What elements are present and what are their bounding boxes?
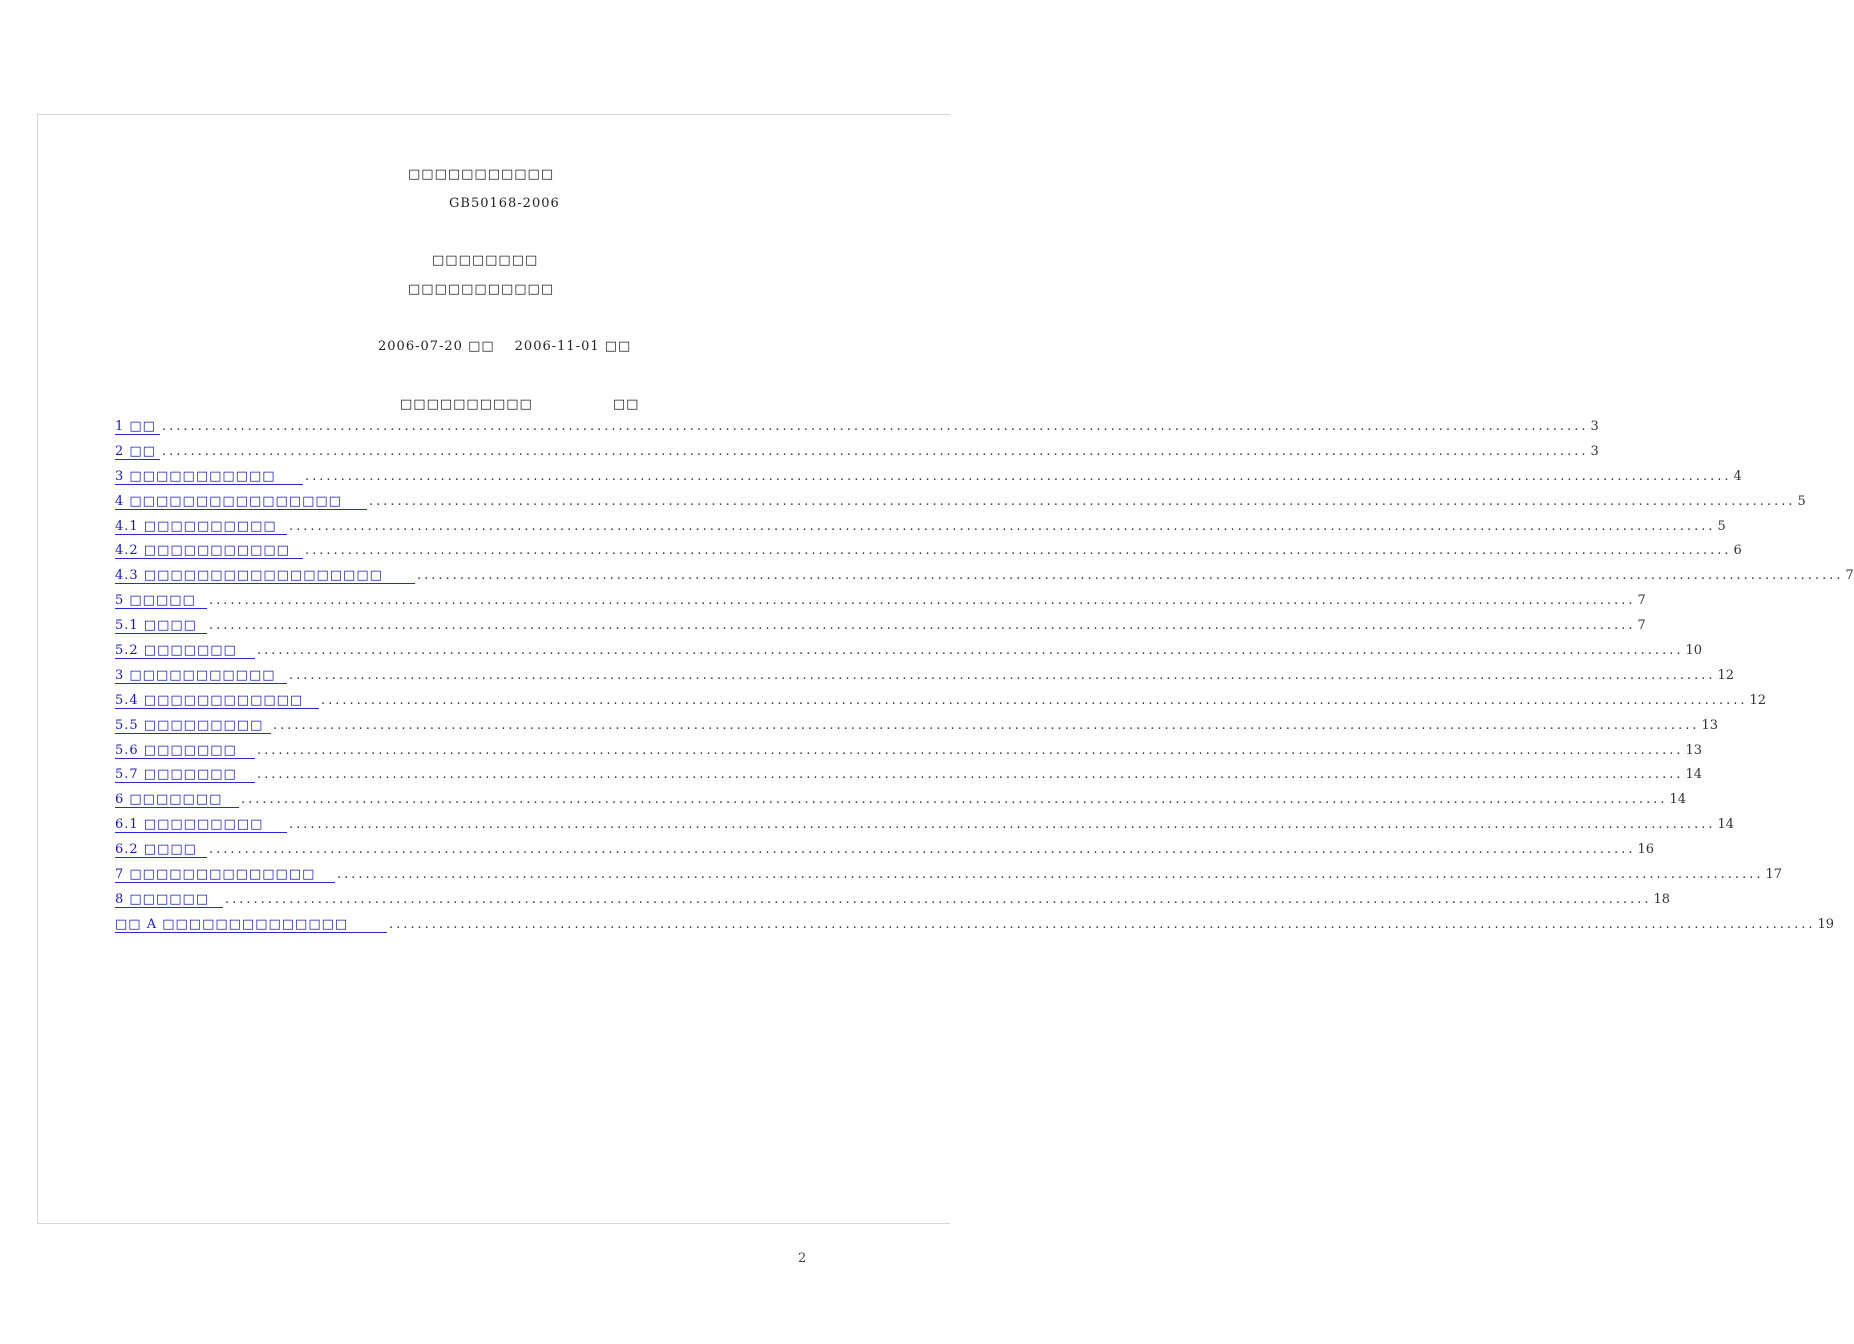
toc-entry-leader: ........................................................................................................................................................................................................ <box>289 518 1716 534</box>
toc-entry <box>115 543 1742 568</box>
toc-entry-link[interactable]: 5.6 □□□□□□□ <box>115 743 255 759</box>
toc-entry-leader: ........................................................................................................................................................................................................ <box>257 742 1684 758</box>
toc-entry-page: 7 <box>1845 568 1854 584</box>
toc-entry <box>115 443 1599 469</box>
toc-entry-page: 10 <box>1685 643 1703 659</box>
toc-entry-leader: ........................................................................................................................................................................................................ <box>257 643 1684 659</box>
toc-entry-page: 18 <box>1653 891 1671 907</box>
toc-entry <box>115 717 1719 743</box>
toc-entry-link[interactable]: 3 □□□□□□□□□□□ <box>115 668 287 684</box>
toc-entry-page: 6 <box>1733 543 1742 559</box>
toc-entry-page: 5 <box>1717 518 1726 534</box>
toc-entry-leader: ........................................................................................................................................................................................................ <box>389 916 1816 932</box>
header-line-3: □□□□□□□□ <box>432 253 539 268</box>
toc-entry <box>115 643 1703 668</box>
toc-entry-leader: ........................................................................................................................................................................................................ <box>321 692 1748 708</box>
toc-entry-leader: ........................................................................................................................................................................................................ <box>289 817 1716 833</box>
toc-entry-leader: ........................................................................................................................................................................................................ <box>162 443 1589 459</box>
toc-entry <box>115 468 1742 494</box>
dates-line <box>378 339 631 354</box>
toc-entry-link[interactable]: 4 □□□□□□□□□□□□□□□□ <box>115 494 367 510</box>
toc-entry-leader: ........................................................................................................................................................................................................ <box>273 717 1700 733</box>
toc-entry-leader: ........................................................................................................................................................................................................ <box>369 493 1796 509</box>
toc-entry-leader: ........................................................................................................................................................................................................ <box>209 842 1636 858</box>
toc-entry <box>115 817 1735 842</box>
toc-entry-leader: ........................................................................................................................................................................................................ <box>209 618 1636 634</box>
toc-heading-right: □□ <box>612 397 640 412</box>
page-number: 2 <box>798 1251 807 1266</box>
toc-entry-link[interactable]: 5 □□□□□ <box>115 593 207 609</box>
standard-code: GB50168-2006 <box>449 196 560 211</box>
toc-entry <box>115 742 1703 768</box>
toc-entry-leader: ........................................................................................................................................................................................................ <box>337 867 1764 883</box>
toc-entry-page: 7 <box>1637 593 1646 609</box>
toc-entry-link[interactable]: 6 □□□□□□□ <box>115 792 239 808</box>
toc-entry <box>115 692 1767 718</box>
toc-entry-link[interactable]: 5.1 □□□□ <box>115 618 207 634</box>
toc-entry-link[interactable]: 4.1 □□□□□□□□□□ <box>115 519 287 535</box>
standard-title: □□□□□□□□□□□ <box>408 167 555 182</box>
toc-entry-page: 12 <box>1717 667 1735 683</box>
toc-entry <box>115 792 1687 817</box>
toc-entry-link[interactable]: 5.7 □□□□□□□ <box>115 767 255 783</box>
toc-entry-link[interactable]: 3 □□□□□□□□□□□ <box>115 469 303 485</box>
header-line-4: □□□□□□□□□□□ <box>408 282 555 297</box>
toc-entry-leader: ........................................................................................................................................................................................................ <box>305 468 1732 484</box>
toc-entry-link[interactable]: □□ A □□□□□□□□□□□□□□ <box>115 917 387 933</box>
toc-entry-leader: ........................................................................................................................................................................................................ <box>225 891 1652 907</box>
toc-entry-link[interactable]: 2 □□ <box>115 444 160 460</box>
toc-entry-page: 7 <box>1637 618 1646 634</box>
toc-entry-link[interactable]: 7 □□□□□□□□□□□□□□ <box>115 867 335 883</box>
toc-entry-link[interactable]: 1 □□ <box>115 419 160 435</box>
toc-entry-leader: ........................................................................................................................................................................................................ <box>417 568 1844 584</box>
toc-entry <box>115 493 1806 519</box>
toc-entry-leader: ........................................................................................................................................................................................................ <box>209 593 1636 609</box>
toc-heading <box>400 397 639 412</box>
toc-entry-link[interactable]: 4.2 □□□□□□□□□□□ <box>115 543 303 559</box>
toc-heading-text: □□□□□□□□□□ <box>400 397 533 412</box>
toc-entry-page: 16 <box>1637 842 1655 858</box>
toc-entry-page: 13 <box>1685 742 1703 758</box>
toc-entry-leader: ........................................................................................................................................................................................................ <box>289 667 1716 683</box>
issue-date: 2006-07-20 □□ <box>378 339 495 354</box>
toc-entry-page: 13 <box>1701 717 1719 733</box>
toc-entry-leader: ........................................................................................................................................................................................................ <box>257 767 1684 783</box>
toc-entry <box>115 419 1599 444</box>
toc-entry-page: 17 <box>1765 867 1783 883</box>
toc-entry-link[interactable]: 5.4 □□□□□□□□□□□□ <box>115 693 319 709</box>
toc-entry-page: 14 <box>1669 792 1687 808</box>
toc-entry <box>115 618 1646 643</box>
toc-entry-link[interactable]: 4.3 □□□□□□□□□□□□□□□□□□ <box>115 568 415 584</box>
table-of-contents <box>115 419 1854 942</box>
toc-entry <box>115 867 1783 892</box>
toc-entry <box>115 518 1726 544</box>
toc-entry <box>115 916 1835 942</box>
toc-entry <box>115 842 1655 867</box>
toc-entry-link[interactable]: 5.5 □□□□□□□□□ <box>115 718 271 734</box>
toc-entry <box>115 667 1735 693</box>
toc-entry-page: 12 <box>1749 692 1767 708</box>
toc-entry-page: 14 <box>1717 817 1735 833</box>
toc-entry-link[interactable]: 6.2 □□□□ <box>115 842 207 858</box>
toc-entry-leader: ........................................................................................................................................................................................................ <box>162 419 1589 434</box>
toc-entry-link[interactable]: 6.1 □□□□□□□□□ <box>115 817 287 833</box>
toc-entry-page: 4 <box>1733 468 1742 484</box>
toc-entry-page: 19 <box>1817 916 1835 932</box>
toc-entry-page: 3 <box>1590 443 1599 459</box>
toc-entry-leader: ........................................................................................................................................................................................................ <box>241 792 1668 808</box>
toc-entry-leader: ........................................................................................................................................................................................................ <box>305 543 1732 559</box>
toc-entry-link[interactable]: 8 □□□□□□ <box>115 892 223 908</box>
toc-entry-page: 3 <box>1590 419 1599 434</box>
toc-entry <box>115 767 1703 792</box>
toc-entry <box>115 593 1646 618</box>
toc-entry <box>115 891 1671 917</box>
toc-entry <box>115 568 1854 593</box>
toc-entry-link[interactable]: 5.2 □□□□□□□ <box>115 643 255 659</box>
toc-entry-page: 14 <box>1685 767 1703 783</box>
effective-date: 2006-11-01 □□ <box>514 339 632 354</box>
toc-entry-page: 5 <box>1797 493 1806 509</box>
